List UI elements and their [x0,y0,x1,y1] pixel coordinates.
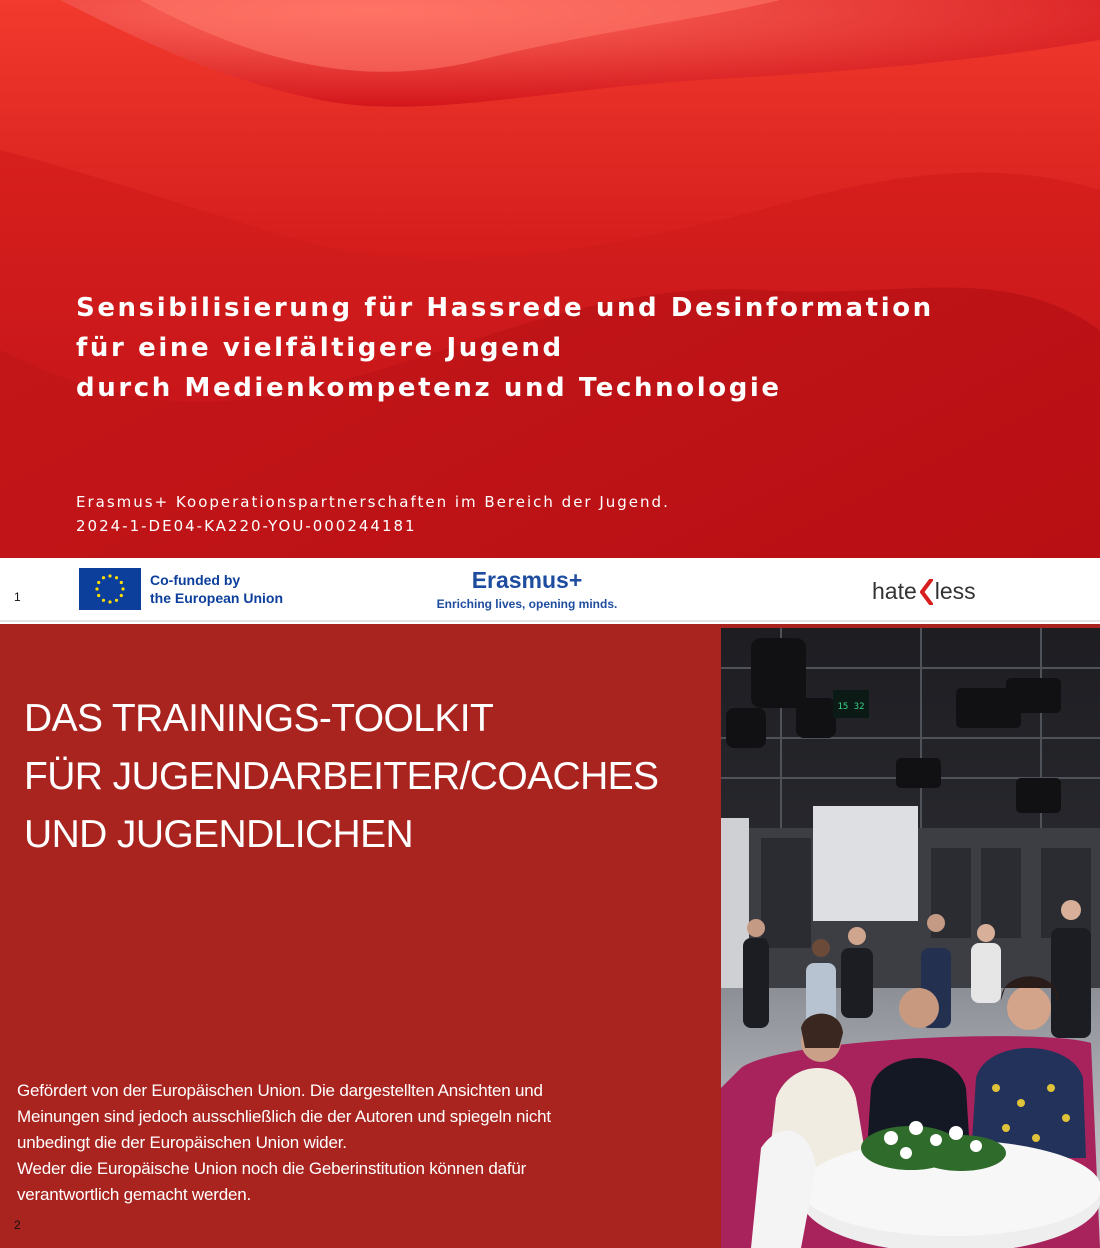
disclaimer-line: verantwortlich gemacht werden. [17,1185,252,1204]
hateless-left-text: hate [872,578,917,604]
eu-text-line: the European Union [150,590,283,606]
toolkit-page [0,624,1100,1248]
erasmus-tagline: Enriching lives, opening minds. [436,597,618,611]
cover-title [76,288,934,408]
studio-clock: 15 32 [837,702,865,712]
toolkit-title-line: UND JUGENDLICHEN [24,813,414,856]
disclaimer-line: Gefördert von der Europäischen Union. Die dargestellten Ansichten und [17,1081,543,1100]
cover-subtitle [76,490,670,538]
programme-line: Erasmus+ Kooperationspartnerschaften im Bereich der Jugend. [76,493,670,511]
hateless-bracket-icon [919,579,933,605]
cover-page [0,0,1100,558]
eu-disclaimer [17,1078,707,1208]
toolkit-title-line: DAS TRAININGS-TOOLKIT [24,697,494,740]
erasmus-logo: Erasmus+ [471,567,583,593]
project-number: 2024-1-DE04-KA220-YOU-000244181 [76,517,417,535]
red-wave-background [0,0,1100,558]
disclaimer-line: unbedingt die der Europäischen Union wider. [17,1133,347,1152]
page-number: 2 [14,1218,21,1232]
hateless-right-text: less [934,578,976,604]
disclaimer-line: Weder die Europäische Union noch die Geberinstitution können dafür [17,1159,527,1178]
eu-cofunded-text [150,571,283,607]
hateless-logo [872,578,976,605]
cover-title-line: für eine vielfältigere Jugend [76,333,564,363]
toolkit-title-line: FÜR JUGENDARBEITER/COACHES [24,755,659,798]
cover-title-line: durch Medienkompetenz und Technologie [76,373,782,403]
tv-studio-group-photo [721,628,1100,1248]
eu-flag-icon [79,568,141,610]
disclaimer-line: Meinungen sind jedoch ausschließlich die der Autoren und spiegeln nicht [17,1107,551,1126]
cover-title-line: Sensibilisierung für Hassrede und Desinformation [76,293,934,323]
page-number: 1 [14,590,21,604]
eu-text-line: Co-funded by [150,572,241,588]
toolkit-title [24,690,658,864]
